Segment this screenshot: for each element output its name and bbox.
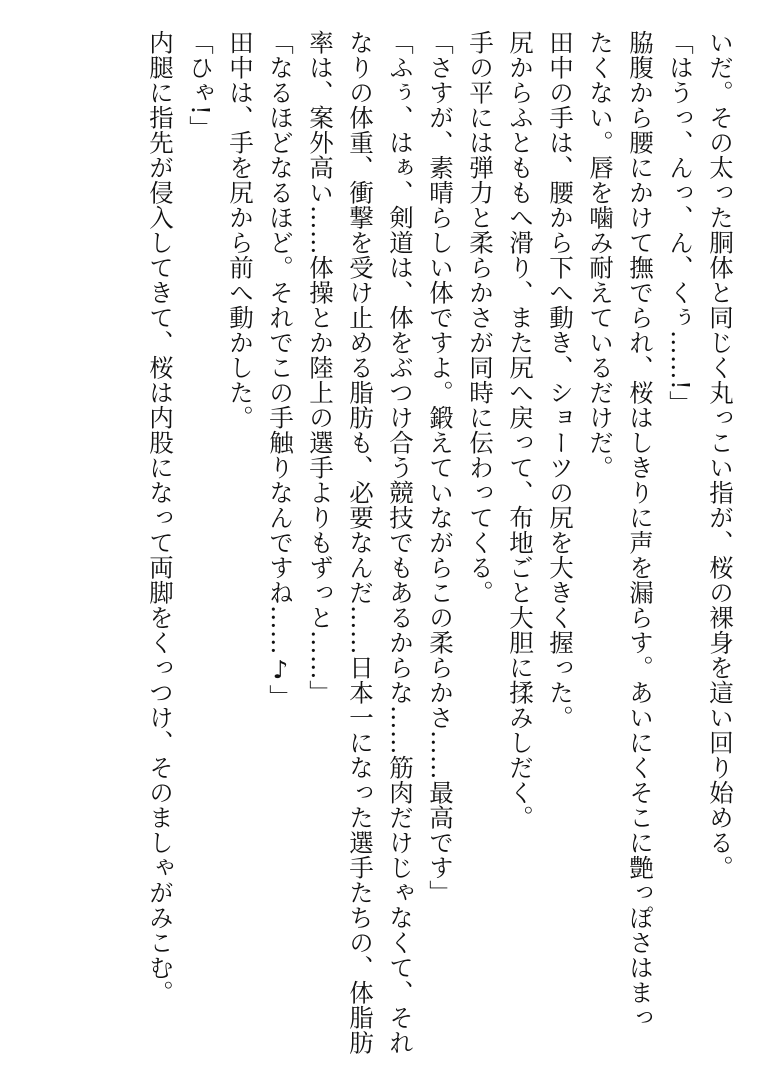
text-line: 田中の手は、腰から下へ動き、ショーツの尻を大きく握った。 (546, 30, 575, 730)
text-line: 「はうっ、んっ、ん、くぅ……!」 (666, 30, 695, 416)
text-line: 「ふぅ、はぁ、剣道は、体をぶつけ合う競技でもあるからな……筋肉だけじゃなくて、それ (386, 30, 415, 1055)
text-line: 田中は、手を尻から前へ動かした。 (226, 30, 255, 430)
text-line: 内腿に指先が侵入してきて、桜は内股になって両脚をくっつけ、そのましゃがみこむ。 (146, 30, 175, 1005)
text-line: 脇腹から腰にかけて撫でられ、桜はしきりに声を漏らす。あいにくそこに艶っぽさはまっ (626, 30, 655, 1030)
text-line: たくない。唇を噛み耐えているだけだ。 (586, 30, 615, 480)
text-line: いだ。その太った胴体と同じく丸っこい指が、桜の裸身を這い回り始める。 (706, 30, 735, 880)
text-line: 「ひゃ!」 (186, 30, 215, 141)
text-line: 率は、案外高い……体操とか陸上の選手よりもずっと……」 (306, 30, 335, 705)
text-line: 「さすが、素晴らしい体ですよ。鍛えていながらこの柔らかさ……最高です」 (426, 30, 455, 905)
vertical-text-body (40, 30, 740, 1070)
text-line: 尻からふとももへ滑り、また尻へ戻って、布地ごと大胆に揉みしだく。 (506, 30, 535, 830)
text-line: 「なるほどなるほど。それでこの手触りなんですね……♪」 (266, 30, 295, 710)
text-line: 手の平には弾力と柔らかさが同時に伝わってくる。 (466, 30, 495, 605)
text-line: なりの体重、衝撃を受け止める脂肪も、必要なんだ……日本一になった選手たちの、体脂肪 (346, 30, 375, 1055)
